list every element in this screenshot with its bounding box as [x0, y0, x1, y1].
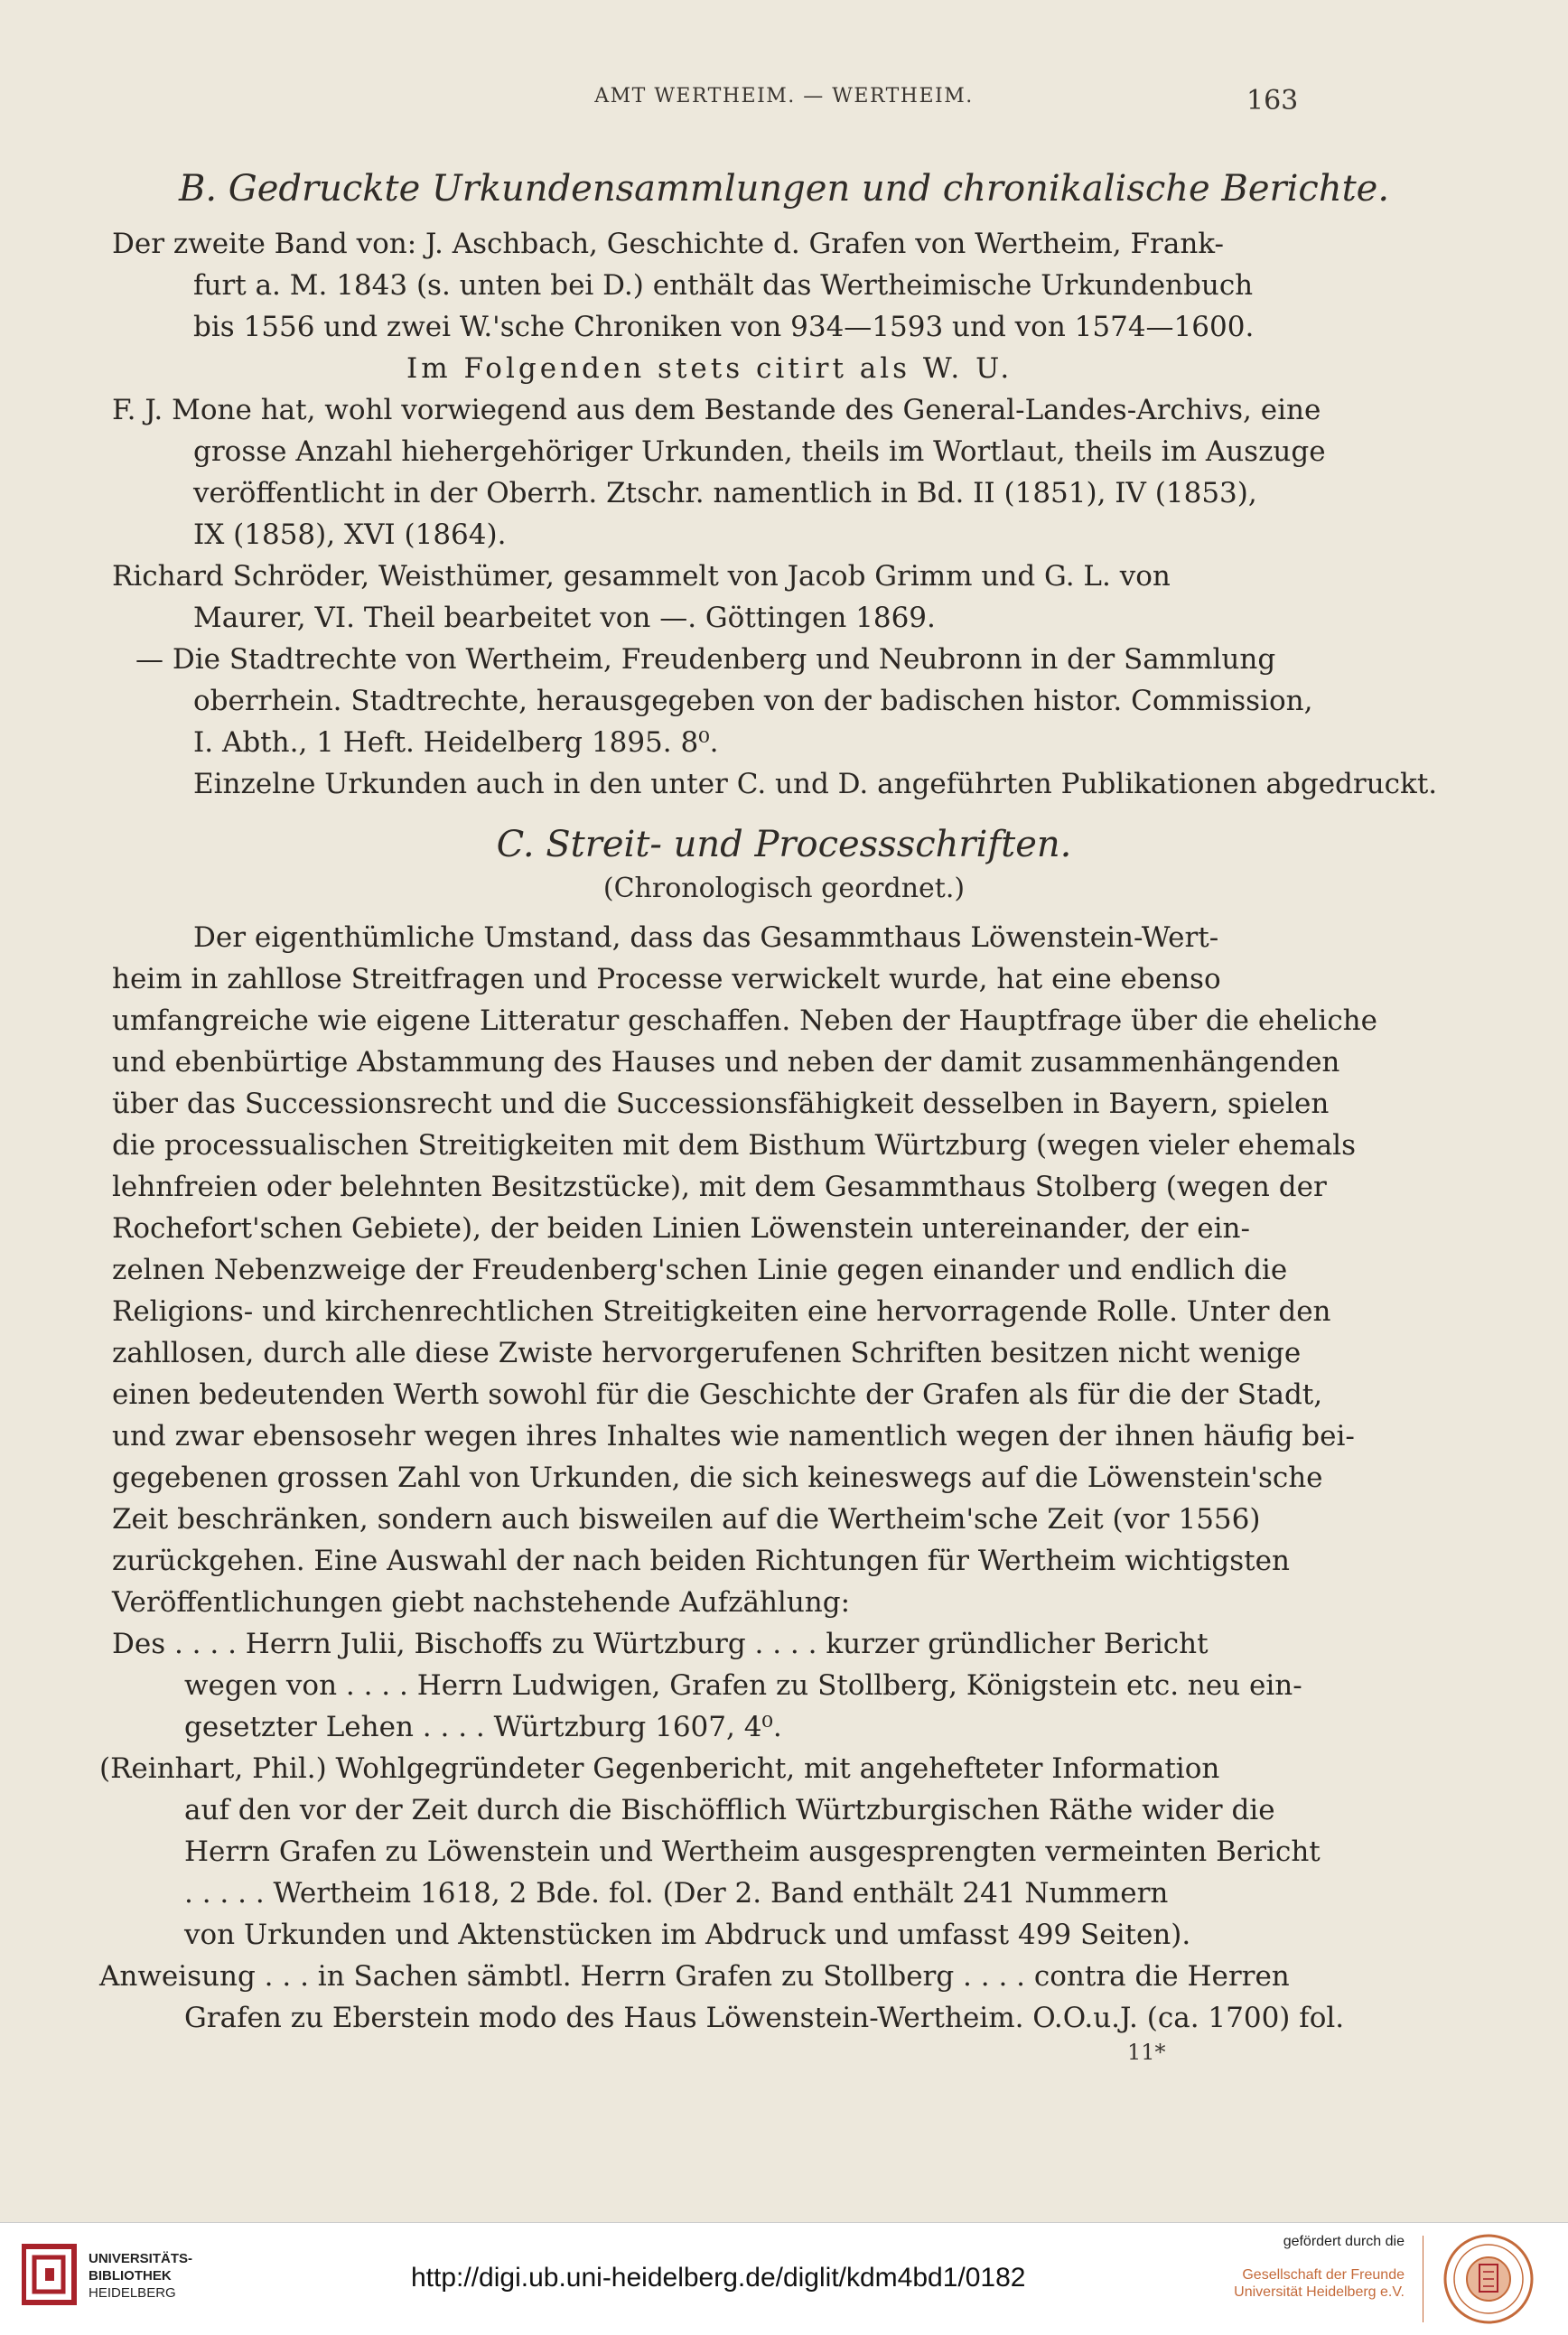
text-line: Der eigenthümliche Umstand, dass das Gesammthaus Löwenstein-Wert- — [193, 921, 1219, 954]
text-line: F. J. Mone hat, wohl vorwiegend aus dem Bestande des General-Landes-Archivs, eine — [112, 394, 1321, 426]
library-name — [89, 2250, 192, 2302]
text-line: Richard Schröder, Weisthümer, gesammelt von Jacob Grimm und G. L. von — [112, 560, 1171, 593]
text-line: über das Successionsrecht und die Successionsfähigkeit desselben in Bayern, spielen — [112, 1088, 1330, 1120]
text-line: bis 1556 und zwei W.'sche Chroniken von 934—1593 und von 1574—1600. — [193, 311, 1255, 343]
text-line: zurückgehen. Eine Auswahl der nach beiden Richtungen für Wertheim wichtigsten — [112, 1545, 1290, 1577]
text-line: Zeit beschränken, sondern auch bisweilen auf die Wertheim'sche Zeit (vor 1556) — [112, 1503, 1261, 1536]
section-c-subtitle: (Chronologisch geordnet.) — [602, 873, 966, 904]
sponsor-block — [1215, 2234, 1405, 2301]
text-line: Religions- und kirchenrechtlichen Streitigkeiten eine hervorragende Rolle. Unter den — [112, 1295, 1331, 1328]
text-line: wegen von . . . . Herrn Ludwigen, Grafen zu Stollberg, Königstein etc. neu ein- — [184, 1669, 1302, 1702]
signature-mark: 11* — [1127, 2040, 1166, 2065]
text-line: Anweisung . . . in Sachen sämbtl. Herrn Grafen zu Stollberg . . . . contra die Herren — [99, 1960, 1290, 1993]
text-line: Einzelne Urkunden auch in den unter C. und D. angeführten Publikationen abgedruckt. — [193, 768, 1438, 800]
text-line: Maurer, VI. Theil bearbeitet von —. Göttingen 1869. — [193, 602, 936, 634]
text-line: gesetzter Lehen . . . . Würtzburg 1607, 4⁰. — [184, 1711, 782, 1743]
text-line: Im Folgenden stets citirt als W. U. — [406, 352, 1013, 385]
permalink-url[interactable]: http://digi.ub.uni-heidelberg.de/diglit/kdm4bd1/0182 — [411, 2263, 1026, 2293]
text-line: furt a. M. 1843 (s. unten bei D.) enthält das Wertheimische Urkundenbuch — [193, 269, 1254, 302]
text-line: I. Abth., 1 Heft. Heidelberg 1895. 8⁰. — [193, 726, 719, 759]
text-line: gegebenen grossen Zahl von Urkunden, die sich keineswegs auf die Löwenstein'sche — [112, 1462, 1323, 1494]
text-line: heim in zahllose Streitfragen und Processe verwickelt wurde, hat eine ebenso — [112, 963, 1221, 995]
text-line: zelnen Nebenzweige der Freudenberg'schen Linie gegen einander und endlich die — [112, 1254, 1288, 1286]
running-head: AMT WERTHEIM. — WERTHEIM. — [594, 85, 974, 107]
text-line: Der zweite Band von: J. Aschbach, Geschichte d. Grafen von Wertheim, Frank- — [112, 228, 1225, 260]
text-line: — Die Stadtrechte von Wertheim, Freudenberg und Neubronn in der Sammlung — [135, 643, 1276, 676]
text-line: oberrhein. Stadtrechte, herausgegeben von der badischen histor. Commission, — [193, 685, 1313, 717]
text-line: umfangreiche wie eigene Litteratur geschaffen. Neben der Hauptfrage über die eheliche — [112, 1004, 1377, 1037]
library-logo-icon — [22, 2243, 78, 2311]
text-line: von Urkunden und Aktenstücken im Abdruck und umfasst 499 Seiten). — [184, 1919, 1191, 1951]
university-seal-icon — [1442, 2232, 1535, 2330]
library-line-3: HEIDELBERG — [89, 2285, 176, 2301]
text-line: (Reinhart, Phil.) Wohlgegründeter Gegenbericht, mit angehefteter Information — [99, 1752, 1220, 1785]
text-line: Grafen zu Eberstein modo des Haus Löwenstein-Wertheim. O.O.u.J. (ca. 1700) fol. — [184, 2002, 1345, 2034]
text-line: Rochefort'schen Gebiete), der beiden Linien Löwenstein untereinander, der ein- — [112, 1212, 1250, 1245]
library-line-1: UNIVERSITÄTS- — [89, 2251, 193, 2266]
text-line: die processualischen Streitigkeiten mit dem Bisthum Würtzburg (wegen vieler ehemals — [112, 1129, 1357, 1162]
text-line: Veröffentlichungen giebt nachstehende Aufzählung: — [112, 1586, 851, 1619]
section-b-title: B. Gedruckte Urkundensammlungen und chronikalische Berichte. — [178, 168, 1390, 210]
text-line: grosse Anzahl hiehergehöriger Urkunden, theils im Wortlaut, theils im Auszuge — [193, 435, 1326, 468]
footer-bar — [0, 2222, 1568, 2335]
text-line: IX (1858), XVI (1864). — [193, 518, 507, 551]
section-c-title: C. Streit- und Processschriften. — [496, 824, 1072, 865]
page-number: 163 — [1246, 85, 1299, 117]
text-line: Des . . . . Herrn Julii, Bischoffs zu Würtzburg . . . . kurzer gründlicher Bericht — [112, 1628, 1209, 1660]
sponsor-line-2: Universität Heidelberg e.V. — [1234, 2284, 1405, 2300]
text-line: Herrn Grafen zu Löwenstein und Wertheim ausgesprengten vermeinten Bericht — [184, 1835, 1321, 1868]
sponsor-label: gefördert durch die — [1283, 2234, 1405, 2249]
text-line: lehnfreien oder belehnten Besitzstücke), mit dem Gesammthaus Stolberg (wegen der — [112, 1171, 1327, 1203]
text-line: veröffentlicht in der Oberrh. Ztschr. namentlich in Bd. II (1851), IV (1853), — [193, 477, 1257, 509]
text-line: . . . . . Wertheim 1618, 2 Bde. fol. (Der 2. Band enthält 241 Nummern — [184, 1877, 1169, 1910]
text-line: zahllosen, durch alle diese Zwiste hervorgerufenen Schriften besitzen nicht wenige — [112, 1337, 1302, 1369]
library-line-2: BIBLIOTHEK — [89, 2268, 172, 2284]
text-line: auf den vor der Zeit durch die Bischöfflich Würtzburgischen Räthe wider die — [184, 1794, 1275, 1826]
text-line: und ebenbürtige Abstammung des Hauses und neben der damit zusammenhängenden — [112, 1046, 1340, 1079]
text-line: einen bedeutenden Werth sowohl für die Geschichte der Grafen als für die der Stadt, — [112, 1378, 1323, 1411]
text-line: und zwar ebensosehr wegen ihres Inhaltes wie namentlich wegen der ihnen häufig bei- — [112, 1420, 1355, 1452]
sponsor-line-1: Gesellschaft der Freunde — [1242, 2267, 1405, 2283]
